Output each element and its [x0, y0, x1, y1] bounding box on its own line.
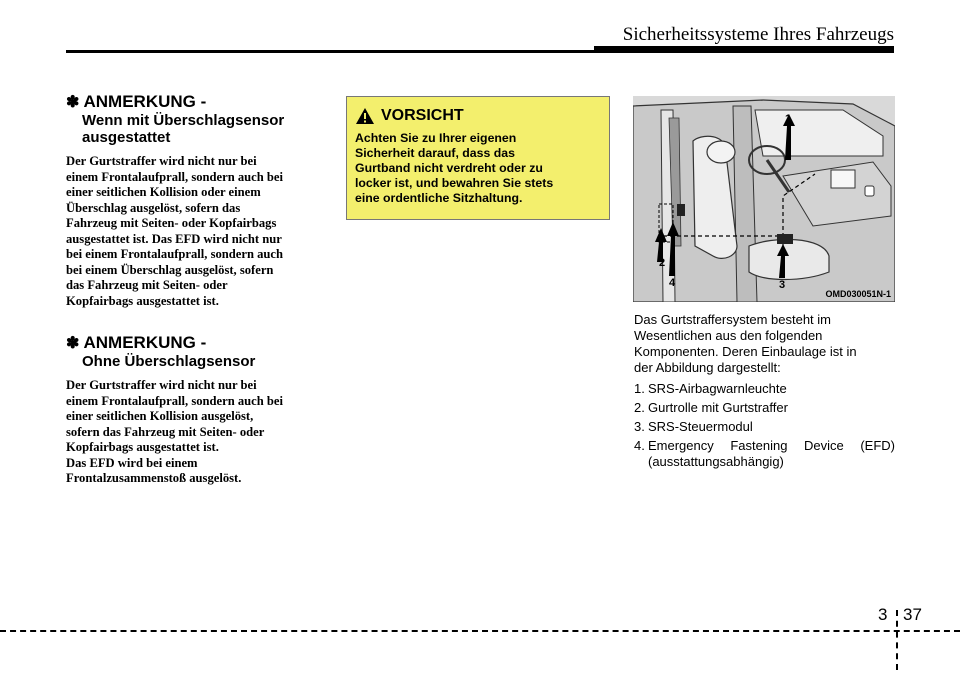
caution-text-line: Gurtband nicht verdreht oder zu [355, 161, 543, 175]
list-item-text: SRS-Airbagwarnleuchte [648, 381, 787, 396]
chapter-number: 3 [878, 605, 888, 624]
list-item [634, 400, 895, 416]
note-body-line: Frontalzusammenstoß ausgelöst. [66, 471, 242, 485]
pretensioner-illustration [633, 96, 895, 302]
note-body-line: Überschlag ausgelöst, sofern das [66, 200, 241, 215]
callout-1: 1 [785, 113, 792, 125]
page-number: 37 [903, 605, 922, 624]
list-item [634, 381, 895, 397]
caution-title-text: VORSICHT [381, 107, 464, 124]
note-subheading-line: Wenn mit Überschlagsensor [82, 112, 285, 129]
caution-text-line: Achten Sie zu Ihrer eigenen [355, 131, 517, 145]
note-without-rollover-sensor [66, 333, 326, 487]
footer-divider [896, 610, 898, 670]
note-star-icon: ✽ [66, 335, 80, 352]
caution-text-line: locker ist, und bewahren Sie stets [355, 176, 554, 190]
caution-title [355, 107, 601, 125]
list-item-number: 1. [634, 381, 645, 396]
car-interior-illustration [633, 96, 895, 302]
callout-4: 4 [669, 277, 676, 289]
intro-line: Wesentlichen aus den folgenden [634, 328, 823, 343]
components-intro [634, 312, 895, 376]
note-body-line: Der Gurtstraffer wird nicht nur bei [66, 154, 257, 168]
note-heading [66, 333, 326, 370]
header-rule-accent [594, 46, 894, 52]
list-item [634, 438, 895, 470]
components-list [634, 381, 895, 470]
figure-caption: OMD030051N-1 [825, 289, 891, 299]
note-body-line: einer seitlichen Kollision ausgelöst, [66, 409, 254, 423]
note-body-line: einem Frontalaufprall, sondern auch bei [66, 169, 284, 184]
intro-line: Das Gurtstraffersystem besteht im [634, 312, 831, 327]
note-heading [66, 92, 326, 146]
list-item-text: SRS-Steuermodul [648, 419, 753, 434]
note-body [66, 378, 326, 487]
note-body-line: das Fahrzeug mit Seiten- oder [66, 278, 228, 292]
list-item-text: Gurtrolle mit Gurtstraffer [648, 400, 788, 415]
note-body-line: Fahrzeug mit Seiten- oder Kopfairbags [66, 216, 277, 230]
note-body-line: bei einem Frontalaufprall, sondern auch [66, 247, 284, 261]
note-body-line: bei einem Überschlag ausgelöst, sofern [66, 262, 274, 277]
warning-triangle-icon [355, 107, 375, 125]
note-body-line: ausgestattet ist. Das EFD wird nicht nur [66, 231, 282, 246]
list-item-number: 2. [634, 400, 645, 415]
caution-text-line: Sicherheit darauf, dass das [355, 146, 515, 160]
note-body [66, 154, 326, 309]
intro-line: der Abbildung dargestellt: [634, 360, 781, 375]
note-heading-text: ANMERKUNG - [83, 333, 207, 352]
footer-rule [0, 630, 960, 632]
note-body-line: Kopfairbags ausgestattet ist. [66, 440, 219, 454]
callout-3: 3 [779, 279, 786, 291]
note-body-line: einem Frontalaufprall, sondern auch bei [66, 393, 284, 408]
left-column [66, 92, 326, 487]
note-heading-text: ANMERKUNG - [83, 92, 207, 111]
running-header: Sicherheitssysteme Ihres Fahrzeugs [622, 24, 894, 45]
note-body-line: sofern das Fahrzeug mit Seiten- oder [66, 424, 265, 439]
list-item-number: 4. [634, 438, 645, 453]
note-subheading-line: ausgestattet [82, 129, 171, 146]
caution-text-line: eine ordentliche Sitzhaltung. [355, 191, 523, 205]
note-with-rollover-sensor [66, 92, 326, 309]
note-body-line: Das EFD wird bei einem [66, 455, 198, 470]
caution-text [355, 131, 601, 206]
note-star-icon: ✽ [66, 94, 80, 111]
right-column [634, 312, 895, 473]
note-body-line: Der Gurtstraffer wird nicht nur bei [66, 378, 257, 392]
callout-2: 2 [659, 257, 666, 269]
list-item-number: 3. [634, 419, 645, 434]
note-body-line: einer seitlichen Kollision oder einem [66, 185, 261, 199]
list-item [634, 419, 895, 435]
note-subheading-line: Ohne Überschlagsensor [82, 353, 256, 370]
list-item-text: Emergency Fastening Device (EFD) (ausstattungsabhängig) [648, 438, 895, 469]
note-body-line: Kopfairbags ausgestattet ist. [66, 293, 219, 308]
caution-box [346, 96, 610, 220]
intro-line: Komponenten. Deren Einbaulage ist in [634, 344, 857, 359]
